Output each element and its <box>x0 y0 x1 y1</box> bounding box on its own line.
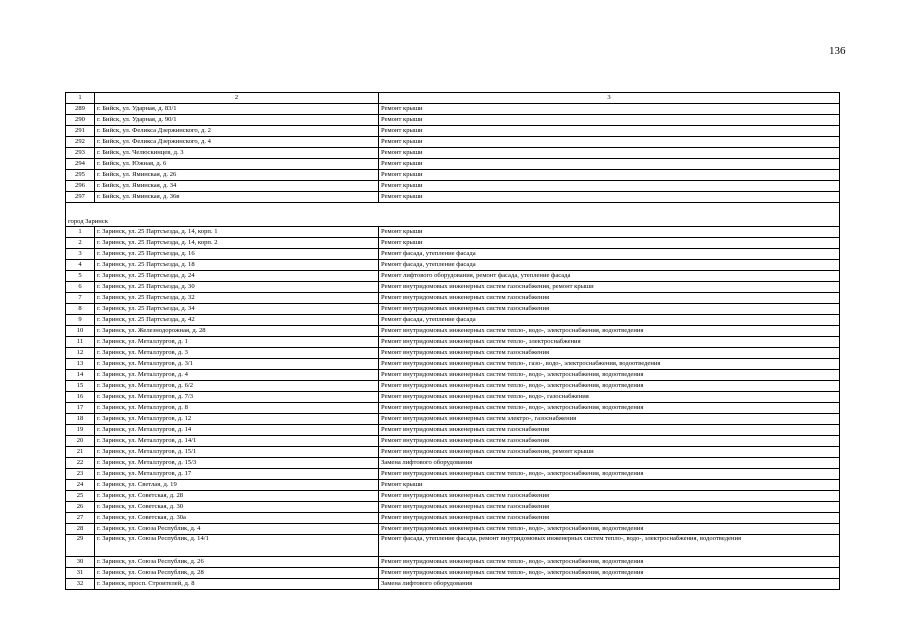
table-row <box>66 414 840 425</box>
row-work: Ремонт крыши <box>379 137 840 148</box>
header-col-3: 3 <box>379 93 840 104</box>
row-number: 5 <box>66 271 95 282</box>
row-address: г. Бийск, ул. Яминская, д. 34 <box>95 181 379 192</box>
row-work: Ремонт крыши <box>379 170 840 181</box>
row-address: г. Бийск, ул. Ударная, д. 83/1 <box>95 104 379 115</box>
row-work: Ремонт внутридомовых инженерных систем тепло-, водо-, электроснабжения, водоотведения <box>379 557 840 568</box>
row-address: г. Бийск, ул. Феликса Дзержинского, д. 4 <box>95 137 379 148</box>
row-address: г. Заринск, ул. 25 Партсъезда, д. 24 <box>95 271 379 282</box>
table-row <box>66 326 840 337</box>
row-address: г. Заринск, ул. Союза Республик, д. 26 <box>95 557 379 568</box>
header-col-2: 2 <box>95 93 379 104</box>
row-number: 30 <box>66 557 95 568</box>
row-address: г. Заринск, ул. Союза Республик, д. 28 <box>95 568 379 579</box>
row-number: 19 <box>66 425 95 436</box>
table-row <box>66 425 840 436</box>
table-row <box>66 502 840 513</box>
row-number: 24 <box>66 480 95 491</box>
row-number: 14 <box>66 370 95 381</box>
row-work: Ремонт крыши <box>379 192 840 203</box>
table-row <box>66 480 840 491</box>
row-number: 4 <box>66 260 95 271</box>
table-row <box>66 568 840 579</box>
row-address: г. Заринск, ул. Светлая, д. 19 <box>95 480 379 491</box>
spacer-cell <box>66 203 840 215</box>
row-address: г. Заринск, ул. Металлургов, д. 7/3 <box>95 392 379 403</box>
row-number: 13 <box>66 359 95 370</box>
row-work: Замена лифтового оборудования <box>379 458 840 469</box>
row-number: 291 <box>66 126 95 137</box>
row-number: 295 <box>66 170 95 181</box>
table-row <box>66 458 840 469</box>
row-number: 297 <box>66 192 95 203</box>
row-number: 296 <box>66 181 95 192</box>
row-work: Ремонт крыши <box>379 159 840 170</box>
table-row <box>66 238 840 249</box>
table-row <box>66 381 840 392</box>
row-number: 12 <box>66 348 95 359</box>
row-work: Ремонт крыши <box>379 181 840 192</box>
row-work: Ремонт внутридомовых инженерных систем газоснабжения <box>379 502 840 513</box>
row-address: г. Бийск, ул. Яминская, д. 36в <box>95 192 379 203</box>
row-work: Ремонт внутридомовых инженерных систем тепло-, газо-, водо-, электроснабжения, водоотведения <box>379 359 840 370</box>
row-number: 29 <box>66 535 95 557</box>
row-work: Ремонт крыши <box>379 480 840 491</box>
table-row <box>66 227 840 238</box>
row-work: Ремонт внутридомовых инженерных систем газоснабжения, ремонт крыши <box>379 282 840 293</box>
row-work: Ремонт крыши <box>379 238 840 249</box>
table-row <box>66 579 840 590</box>
row-number: 17 <box>66 403 95 414</box>
row-number: 1 <box>66 227 95 238</box>
table-row <box>66 137 840 148</box>
group-title: город Заринск <box>66 214 840 227</box>
row-address: г. Заринск, ул. Металлургов, д. 3/1 <box>95 359 379 370</box>
row-work: Ремонт внутридомовых инженерных систем газоснабжения <box>379 304 840 315</box>
row-address: г. Бийск, ул. Южная, д. 6 <box>95 159 379 170</box>
table-row <box>66 159 840 170</box>
table-row <box>66 304 840 315</box>
row-work: Ремонт внутридомовых инженерных систем тепло-, водо-, электроснабжения, водоотведения <box>379 326 840 337</box>
table-row <box>66 403 840 414</box>
table-row <box>66 524 840 535</box>
row-address: г. Заринск, ул. Металлургов, д. 17 <box>95 469 379 480</box>
row-work: Ремонт внутридомовых инженерных систем газоснабжения <box>379 425 840 436</box>
row-number: 16 <box>66 392 95 403</box>
row-number: 31 <box>66 568 95 579</box>
table-row <box>66 491 840 502</box>
row-work: Ремонт лифтового оборудования, ремонт фасада, утепление фасада <box>379 271 840 282</box>
table-row <box>66 315 840 326</box>
row-number: 8 <box>66 304 95 315</box>
row-address: г. Заринск, ул. Железнодорожная, д. 28 <box>95 326 379 337</box>
row-address: г. Заринск, ул. Металлургов, д. 8 <box>95 403 379 414</box>
row-number: 25 <box>66 491 95 502</box>
row-number: 6 <box>66 282 95 293</box>
row-number: 292 <box>66 137 95 148</box>
row-work: Ремонт крыши <box>379 104 840 115</box>
row-work: Ремонт внутридомовых инженерных систем тепло-, электроснабжения <box>379 337 840 348</box>
table-row <box>66 469 840 480</box>
row-work: Ремонт внутридомовых инженерных систем тепло-, водо-, электроснабжения, водоотведения <box>379 370 840 381</box>
row-address: г. Заринск, ул. 25 Партсъезда, д. 18 <box>95 260 379 271</box>
row-address: г. Заринск, ул. Союза Республик, д. 14/1 <box>95 535 379 557</box>
row-work: Ремонт крыши <box>379 115 840 126</box>
row-number: 32 <box>66 579 95 590</box>
table-row <box>66 392 840 403</box>
row-work: Ремонт внутридомовых инженерных систем тепло-, водо-, электроснабжения, водоотведения <box>379 403 840 414</box>
row-address: г. Заринск, ул. Металлургов, д. 15/1 <box>95 447 379 458</box>
row-address: г. Заринск, ул. 25 Партсъезда, д. 34 <box>95 304 379 315</box>
row-work: Ремонт фасада, утепление фасада, ремонт внутридомовых инженерных систем тепло-, водо-, электроснабжения, водоотведения <box>379 535 840 557</box>
row-work: Ремонт крыши <box>379 227 840 238</box>
row-work: Ремонт внутридомовых инженерных систем тепло-, водо-, электроснабжения, водоотведения <box>379 568 840 579</box>
table-row <box>66 359 840 370</box>
row-address: г. Заринск, ул. 25 Партсъезда, д. 16 <box>95 249 379 260</box>
table-row <box>66 260 840 271</box>
row-work: Ремонт фасада, утепление фасада <box>379 315 840 326</box>
header-col-1: 1 <box>66 93 95 104</box>
row-address: г. Заринск, ул. 25 Партсъезда, д. 32 <box>95 293 379 304</box>
row-number: 289 <box>66 104 95 115</box>
row-address: г. Бийск, ул. Ударная, д. 90/1 <box>95 115 379 126</box>
table-row <box>66 104 840 115</box>
row-address: г. Заринск, ул. Металлургов, д. 12 <box>95 414 379 425</box>
row-work: Ремонт крыши <box>379 148 840 159</box>
table-row <box>66 282 840 293</box>
table-row <box>66 126 840 137</box>
row-address: г. Заринск, ул. 25 Партсъезда, д. 14, корп. 2 <box>95 238 379 249</box>
row-number: 293 <box>66 148 95 159</box>
header-row <box>66 93 840 104</box>
row-work: Замена лифтового оборудования <box>379 579 840 590</box>
row-number: 27 <box>66 513 95 524</box>
row-number: 20 <box>66 436 95 447</box>
table-row <box>66 436 840 447</box>
table-row <box>66 181 840 192</box>
row-address: г. Заринск, ул. Металлургов, д. 4 <box>95 370 379 381</box>
table-row <box>66 271 840 282</box>
row-address: г. Заринск, ул. 25 Партсъезда, д. 42 <box>95 315 379 326</box>
row-number: 21 <box>66 447 95 458</box>
row-address: г. Заринск, ул. Металлургов, д. 14/1 <box>95 436 379 447</box>
table-row <box>66 148 840 159</box>
table-row <box>66 348 840 359</box>
table-row <box>66 192 840 203</box>
table-row <box>66 337 840 348</box>
row-work: Ремонт внутридомовых инженерных систем тепло-, водо-, газоснабжения <box>379 392 840 403</box>
row-address: г. Заринск, ул. Металлургов, д. 14 <box>95 425 379 436</box>
row-number: 3 <box>66 249 95 260</box>
table-row <box>66 293 840 304</box>
group-row <box>66 214 840 227</box>
row-work: Ремонт внутридомовых инженерных систем тепло-, водо-, электроснабжения, водоотведения <box>379 469 840 480</box>
row-number: 11 <box>66 337 95 348</box>
row-work: Ремонт внутридомовых инженерных систем газоснабжения <box>379 491 840 502</box>
row-address: г. Заринск, ул. 25 Партсъезда, д. 14, корп. 1 <box>95 227 379 238</box>
row-work: Ремонт внутридомовых инженерных систем электро-, газоснабжения <box>379 414 840 425</box>
row-address: г. Заринск, ул. Металлургов, д. 15/3 <box>95 458 379 469</box>
row-number: 9 <box>66 315 95 326</box>
row-address: г. Заринск, ул. Советская, д. 30 <box>95 502 379 513</box>
row-number: 290 <box>66 115 95 126</box>
row-work: Ремонт внутридомовых инженерных систем газоснабжения, ремонт крыши <box>379 447 840 458</box>
row-address: г. Заринск, ул. Советская, д. 30а <box>95 513 379 524</box>
row-address: г. Заринск, ул. Металлургов, д. 3 <box>95 348 379 359</box>
row-number: 28 <box>66 524 95 535</box>
page-number: 136 <box>829 45 846 57</box>
row-number: 26 <box>66 502 95 513</box>
table-row <box>66 370 840 381</box>
row-work: Ремонт фасада, утепление фасада <box>379 260 840 271</box>
row-work: Ремонт крыши <box>379 126 840 137</box>
row-address: г. Заринск, ул. Советская, д. 28 <box>95 491 379 502</box>
table-row <box>66 557 840 568</box>
table-row <box>66 513 840 524</box>
row-work: Ремонт внутридомовых инженерных систем тепло-, водо-, электроснабжения, водоотведения <box>379 524 840 535</box>
row-number: 22 <box>66 458 95 469</box>
table-row <box>66 535 840 557</box>
table-row <box>66 249 840 260</box>
row-address: г. Заринск, ул. Металлургов, д. 6/2 <box>95 381 379 392</box>
row-number: 294 <box>66 159 95 170</box>
row-number: 2 <box>66 238 95 249</box>
table-row <box>66 170 840 181</box>
table-row <box>66 447 840 458</box>
row-address: г. Заринск, просп. Строителей, д. 8 <box>95 579 379 590</box>
row-work: Ремонт внутридомовых инженерных систем газоснабжения <box>379 348 840 359</box>
row-number: 10 <box>66 326 95 337</box>
row-work: Ремонт внутридомовых инженерных систем газоснабжения <box>379 436 840 447</box>
row-work: Ремонт внутридомовых инженерных систем газоснабжения <box>379 293 840 304</box>
row-address: г. Бийск, ул. Феликса Дзержинского, д. 2 <box>95 126 379 137</box>
row-number: 23 <box>66 469 95 480</box>
repair-register-table <box>65 92 840 590</box>
row-number: 18 <box>66 414 95 425</box>
row-address: г. Бийск, ул. Челюскинцев, д. 3 <box>95 148 379 159</box>
row-number: 7 <box>66 293 95 304</box>
row-number: 15 <box>66 381 95 392</box>
row-address: г. Заринск, ул. Союза Республик, д. 4 <box>95 524 379 535</box>
table-row <box>66 115 840 126</box>
row-address: г. Бийск, ул. Яминская, д. 26 <box>95 170 379 181</box>
row-work: Ремонт внутридомовых инженерных систем газоснабжения <box>379 513 840 524</box>
row-work: Ремонт внутридомовых инженерных систем тепло-, водо-, электроснабжения, водоотведения <box>379 381 840 392</box>
row-work: Ремонт фасада, утепление фасада <box>379 249 840 260</box>
row-address: г. Заринск, ул. 25 Партсъезда, д. 30 <box>95 282 379 293</box>
spacer-row <box>66 203 840 215</box>
row-address: г. Заринск, ул. Металлургов, д. 1 <box>95 337 379 348</box>
